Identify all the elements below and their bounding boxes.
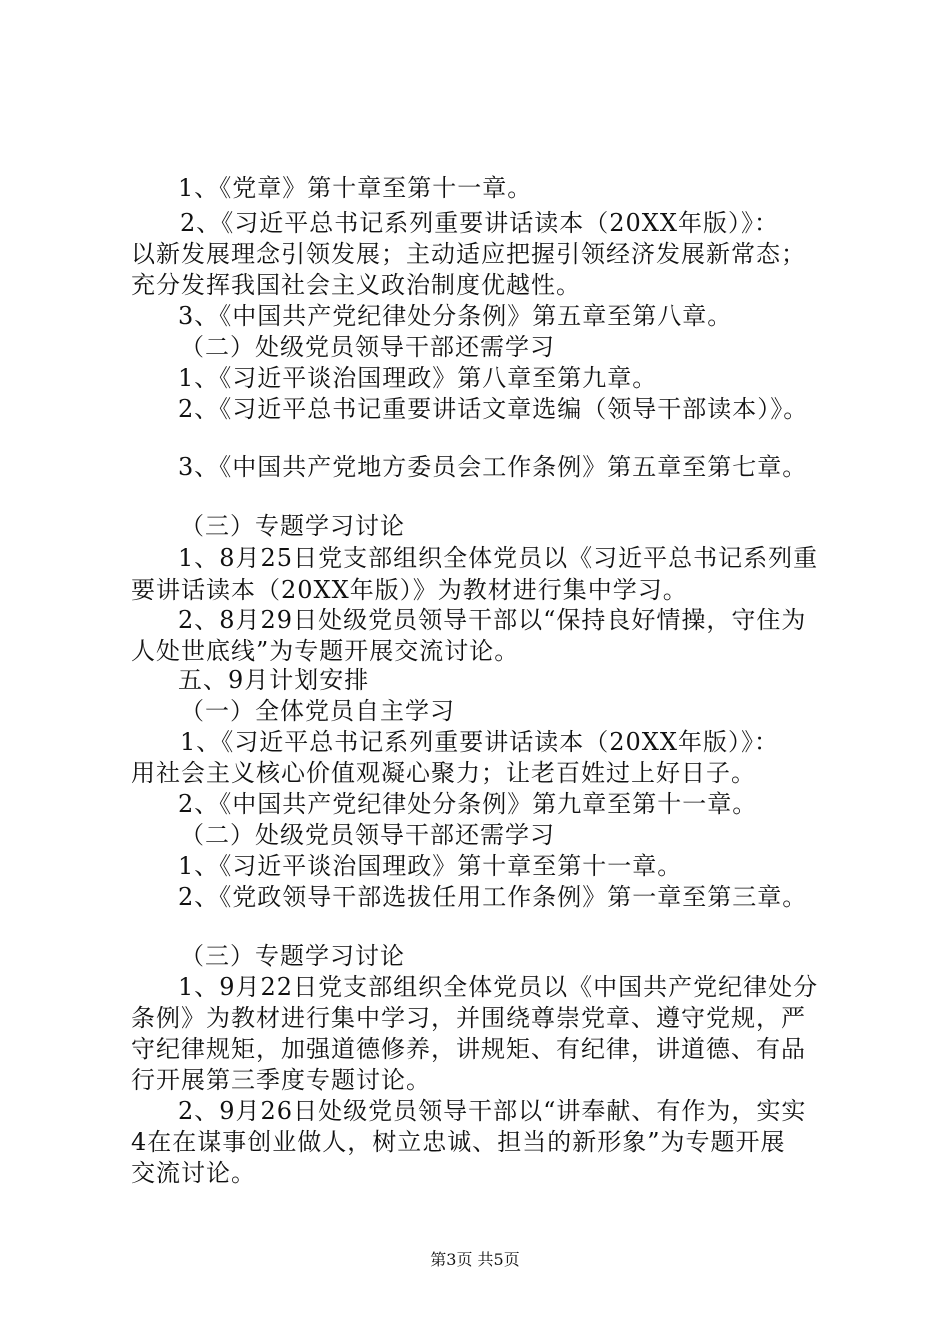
text-line: 充分发挥我国社会主义政治制度优越性。 <box>131 271 581 299</box>
text-line: 1、9月22日党支部组织全体党员以《中国共产党纪律处分 <box>178 973 819 1001</box>
text-line: 人处世底线”为专题开展交流讨论。 <box>131 637 520 665</box>
text-line: 2、《中国共产党纪律处分条例》第九章至第十一章。 <box>178 790 758 818</box>
text-line: 2、《习近平总书记系列重要讲话读本（20XX年版）》： <box>180 209 779 237</box>
section-heading: （二）处级党员领导干部还需学习 <box>180 333 555 361</box>
text-line: 1、8月25日党支部组织全体党员以《习近平总书记系列重 <box>178 544 819 572</box>
section-heading: 五、9月计划安排 <box>178 666 370 694</box>
text-line: 4在在谋事创业做人，树立忠诚、担当的新形象”为专题开展 <box>131 1128 786 1156</box>
text-line: 行开展第三季度专题讨论。 <box>131 1066 431 1094</box>
text-line: 2、8月29日处级党员领导干部以“保持良好情操，守住为 <box>178 606 807 634</box>
section-heading: （一）全体党员自主学习 <box>180 697 455 725</box>
text-line: 1、《习近平总书记系列重要讲话读本（20XX年版）》： <box>180 728 779 756</box>
text-line: 2、《习近平总书记重要讲话文章选编（领导干部读本）》。 <box>178 395 809 423</box>
section-heading: （二）处级党员领导干部还需学习 <box>180 821 555 849</box>
section-heading: （三）专题学习讨论 <box>180 512 405 540</box>
text-line: 1、《习近平谈治国理政》第八章至第九章。 <box>178 364 658 392</box>
text-line: 1、《习近平谈治国理政》第十章至第十一章。 <box>178 852 683 880</box>
text-line: 以新发展理念引领发展；主动适应把握引领经济发展新常态； <box>131 240 806 268</box>
text-line: 1、《党章》第十章至第十一章。 <box>178 174 533 202</box>
text-line: 守纪律规矩，加强道德修养，讲规矩、有纪律，讲道德、有品 <box>131 1035 806 1063</box>
text-line: 交流讨论。 <box>131 1159 256 1187</box>
section-heading: （三）专题学习讨论 <box>180 942 405 970</box>
text-line: 2、9月26日处级党员领导干部以“讲奉献、有作为，实实 <box>178 1097 807 1125</box>
text-line: 3、《中国共产党纪律处分条例》第五章至第八章。 <box>178 302 733 330</box>
text-line: 条例》为教材进行集中学习，并围绕尊崇党章、遵守党规，严 <box>131 1004 806 1032</box>
page-footer: 第3页 共5页 <box>430 1250 520 1269</box>
text-line: 要讲话读本（20XX年版）》为教材进行集中学习。 <box>131 576 688 604</box>
text-line: 2、《党政领导干部选拔任用工作条例》第一章至第三章。 <box>178 883 808 911</box>
text-line: 3、《中国共产党地方委员会工作条例》第五章至第七章。 <box>178 453 808 481</box>
text-line: 用社会主义核心价值观凝心聚力；让老百姓过上好日子。 <box>131 759 756 787</box>
